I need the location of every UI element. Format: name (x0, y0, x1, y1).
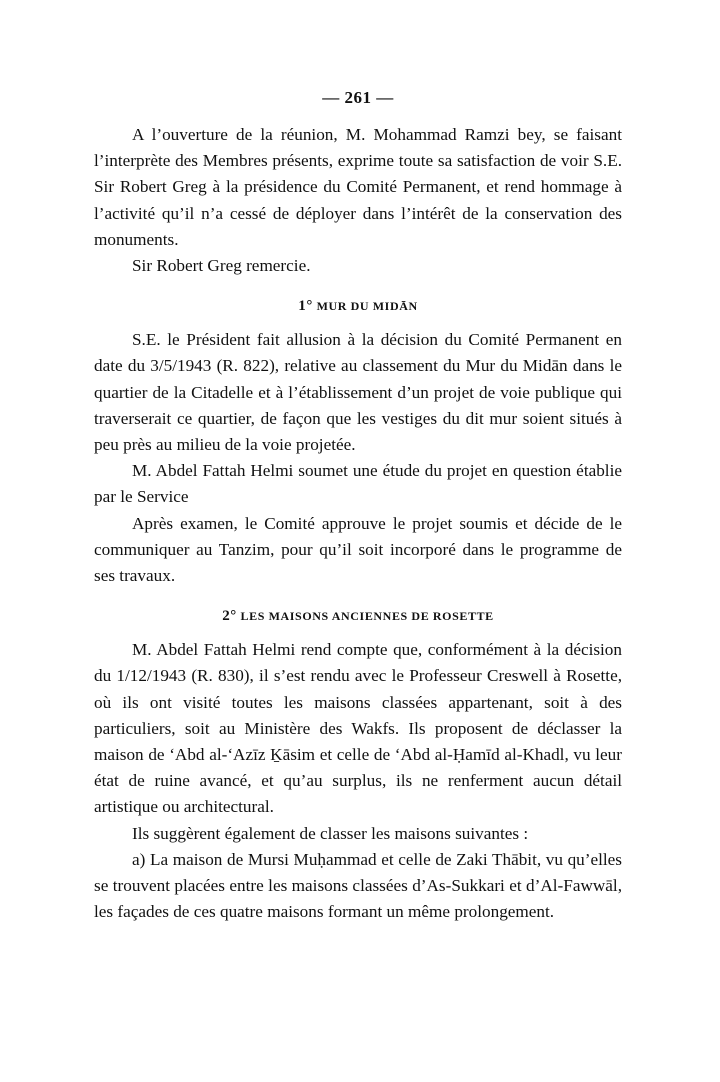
paragraph-midan-2: M. Abdel Fattah Helmi soumet une étude du projet en question établie par le Service (94, 461, 622, 507)
paragraph-opening: A l’ouverture de la réunion, M. Mohammad Ramzi bey, se faisant l’interprète des Membres présents, exprime toute sa satisfaction de voir S.E. Sir Robert Greg à la présidence du Comité Permanent, et rend hommage à l’activité qu’il n’a cessé de déployer dans l’intérêt de la conservation des monuments. (94, 125, 622, 249)
page-number: — 261 — (322, 88, 394, 107)
section-number-2: 2° (222, 608, 237, 625)
paragraph-rosette-3: a) La maison de Mursi Muḥammad et celle de Zaki Thābit, vu qu’elles se trouvent placées entre les maisons classées d’As-Sukkari et d’Al-Fawwāl, les façades de ces quatre maisons formant un même prolongement. (94, 849, 622, 922)
paragraph-midan-1: S.E. le Président fait allusion à la décision du Comité Permanent en date du 3/5/1943 (R. 822), relative au classement du Mur du Midān dans le quartier de la Citadelle et à l’établissement d’un projet de voie publique qui traverserait ce quartier, de façon que les vestiges du dit mur soient situés à peu près au milieu de la voie projetée. (94, 330, 622, 455)
paragraph-reply: Sir Robert Greg remercie. (132, 256, 311, 276)
section-heading-1 (94, 297, 622, 315)
paragraph-rosette-2: Ils suggèrent également de classer les maisons suivantes : (132, 823, 529, 843)
section-heading-2 (94, 607, 622, 625)
section-title-1: MUR DU MIDĀN (316, 299, 418, 314)
section-number-1: 1° (298, 298, 313, 315)
page (94, 88, 622, 925)
paragraph-midan-3: Après examen, le Comité approuve le projet soumis et décide de le communiquer au Tanzim, pour qu’il soit incorporé dans le programme de ses travaux. (94, 513, 622, 586)
section-title-2: LES MAISONS ANCIENNES DE ROSETTE (240, 609, 494, 624)
paragraph-rosette-1: M. Abdel Fattah Helmi rend compte que, conformément à la décision du 1/12/1943 (R. 830), il s’est rendu avec le Professeur Creswell à Rosette, où ils ont visité toutes les maisons classées appartenant, soit à des particuliers, soit au Ministère des Wakfs. Ils proposent de déclasser la maison de ‘Abd al-‘Azīz Ḵāsim et celle de ‘Abd al-Ḥamīd al-Khadl, vu leur état de ruine avancé, et qu’au surplus, ils ne renferment aucun détail artistique ou architectural. (94, 640, 622, 817)
